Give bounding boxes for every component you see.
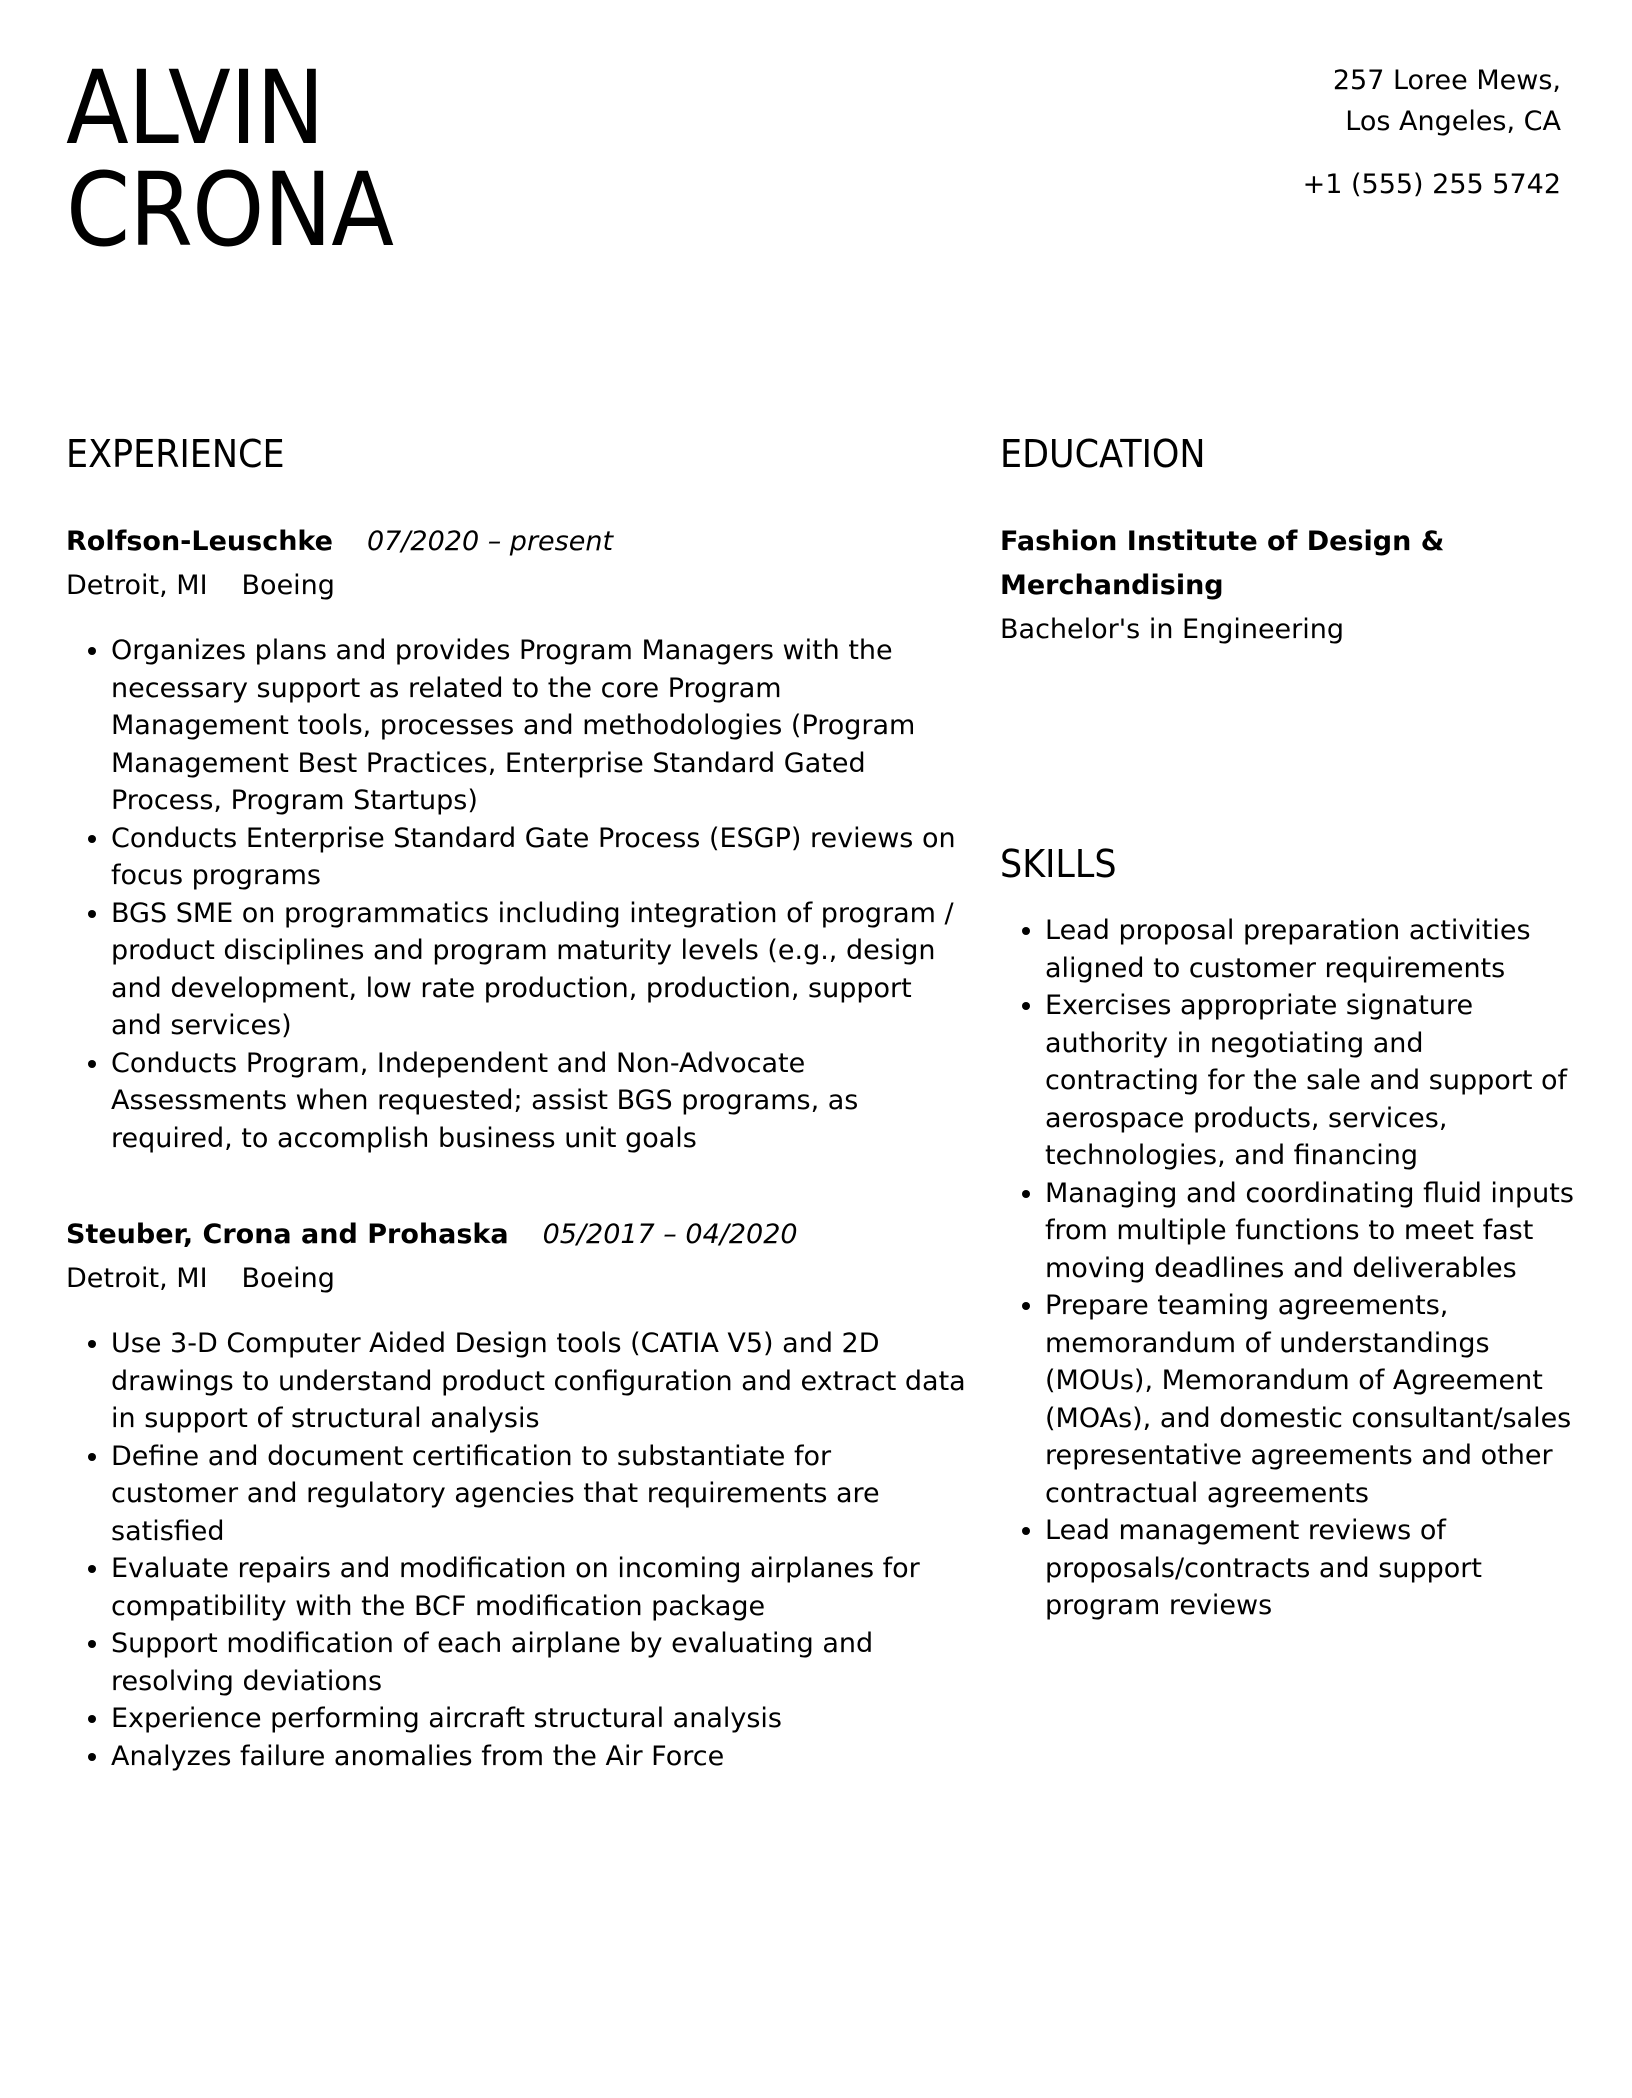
- skill-item: • Lead proposal preparation activities aligned to customer requirements: [1045, 912, 1580, 987]
- job-bullet: • Evaluate repairs and modification on incoming airplanes for compatibility with the BCF modification package: [111, 1550, 966, 1625]
- job-bullet: • Support modification of each airplane by evaluating and resolving deviations: [111, 1625, 966, 1700]
- skill-item: • Exercises appropriate signature authority in negotiating and contracting for the sale and support of aerospace products, services, technologies, and financing: [1045, 987, 1580, 1175]
- job-bullet: • Conducts Enterprise Standard Gate Process (ESGP) reviews on focus programs: [111, 820, 966, 895]
- job-header: [66, 520, 966, 564]
- first-name: ALVIN: [66, 49, 324, 168]
- skill-item: • Managing and coordinating fluid inputs from multiple functions to meet fast moving deadlines and deliverables: [1045, 1175, 1580, 1288]
- job-bullets: [66, 1325, 966, 1775]
- education-entry: [1000, 520, 1580, 652]
- skill-item: • Lead management reviews of proposals/contracts and support program reviews: [1045, 1512, 1580, 1625]
- job-bullet: • Conducts Program, Independent and Non-Advocate Assessments when requested; assist BGS programs, as required, to accomplish business unit goals: [111, 1045, 966, 1158]
- degree: Bachelor's in Engineering: [1000, 614, 1345, 645]
- candidate-name: [66, 49, 394, 270]
- address-line-2: Los Angeles, CA: [1345, 106, 1561, 137]
- job-location: Detroit, MI: [66, 570, 208, 601]
- skills-section: [1000, 840, 1580, 1625]
- job-subheader: [66, 1257, 966, 1301]
- job-dates: 05/2017 – 04/2020: [542, 1219, 798, 1250]
- skills-list: [1000, 912, 1580, 1625]
- address-line-1: 257 Loree Mews,: [1332, 65, 1561, 96]
- job-location: Detroit, MI: [66, 1263, 208, 1294]
- job-entry: [66, 520, 966, 1157]
- education-heading: EDUCATION: [1000, 432, 1206, 476]
- experience-heading: EXPERIENCE: [66, 432, 285, 476]
- job-entry: [66, 1213, 966, 1775]
- last-name: CRONA: [66, 151, 394, 270]
- job-dates: 07/2020 – present: [366, 526, 614, 557]
- job-bullet: • Define and document certification to substantiate for customer and regulatory agencies that requirements are satisfied: [111, 1438, 966, 1551]
- job-company: Rolfson-Leuschke: [66, 526, 333, 557]
- phone-number: +1 (555) 255 5742: [1302, 169, 1561, 200]
- job-bullet: • BGS SME on programmatics including integration of program / product disciplines and program maturity levels (e.g., design and development, low rate production, production, support and services): [111, 895, 966, 1045]
- job-subheader: [66, 564, 966, 608]
- job-bullets: [66, 632, 966, 1157]
- job-bullet: • Experience performing aircraft structural analysis: [111, 1700, 966, 1738]
- sidebar-column: [1000, 430, 1580, 1625]
- job-bullet: • Analyzes failure anomalies from the Air Force: [111, 1738, 966, 1776]
- contact-info: [1303, 60, 1561, 205]
- job-bullet: • Organizes plans and provides Program Managers with the necessary support as related to the core Program Management tools, processes and methodologies (Program Management Best Practices, Enterprise Standard Gated Process, Program Startups): [111, 632, 966, 820]
- job-company: Steuber, Crona and Prohaska: [66, 1219, 509, 1250]
- job-bullet: • Use 3-D Computer Aided Design tools (CATIA V5) and 2D drawings to understand product configuration and extract data in support of structural analysis: [111, 1325, 966, 1438]
- school-name: Fashion Institute of Design & Merchandising: [1000, 526, 1445, 601]
- job-employer: Boeing: [241, 570, 335, 601]
- job-employer: Boeing: [241, 1263, 335, 1294]
- skills-heading: SKILLS: [1000, 842, 1117, 886]
- skill-item: • Prepare teaming agreements, memorandum of understandings (MOUs), Memorandum of Agreement (MOAs), and domestic consultant/sales representative agreements and other contractual agreements: [1045, 1287, 1580, 1512]
- experience-column: [66, 430, 966, 1775]
- job-header: [66, 1213, 966, 1257]
